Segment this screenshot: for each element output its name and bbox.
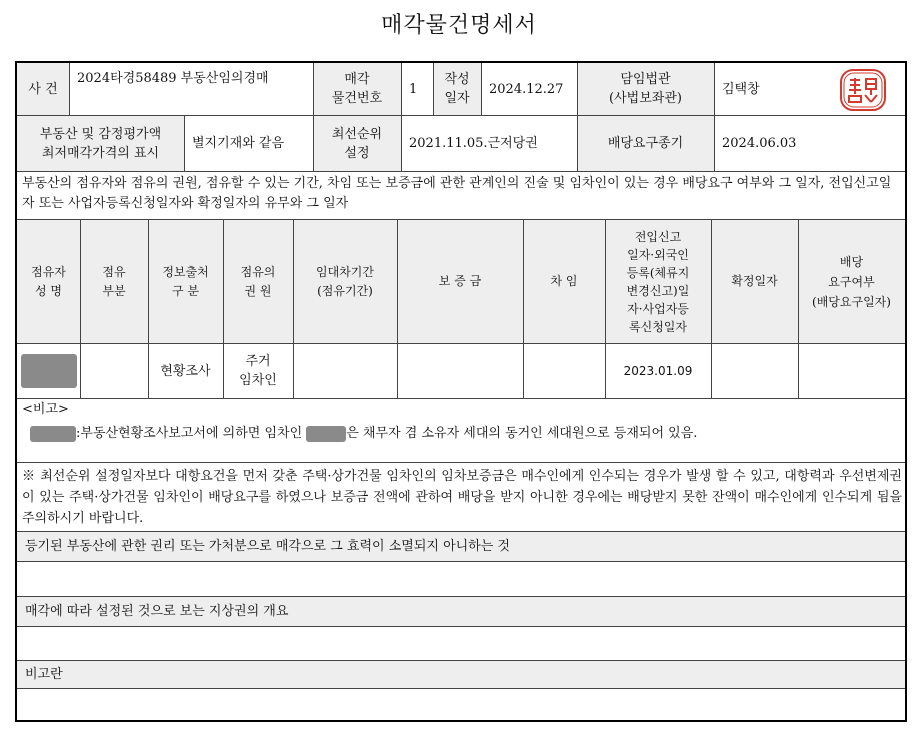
col-rent: 차 임	[523, 220, 605, 343]
table-row-source: 현황조사	[160, 363, 211, 379]
col-info-source: 정보출처 구 분	[148, 220, 223, 343]
table-row-dividend	[798, 344, 905, 398]
section-superficies-label: 매각에 따라 설정된 것으로 보는 지상권의 개요	[17, 597, 905, 626]
section-remarks-label: 비고란	[17, 661, 905, 688]
first-priority-label: 최선순위 설정	[313, 116, 401, 171]
col-occupant-name: 점유자 성 명	[17, 220, 80, 343]
item-no-label: 매각 물건번호	[313, 63, 401, 115]
table-row-rent	[523, 344, 605, 398]
item-no-value: 1	[409, 81, 418, 97]
judge-label: 담임법관 (사법보좌관)	[577, 63, 714, 115]
section-surviving-rights-value	[17, 562, 905, 596]
property-value: 별지기재와 같음	[192, 136, 285, 151]
table-row-deposit	[397, 344, 523, 398]
redacted-name	[30, 426, 76, 442]
written-date-value: 2024.12.27	[489, 81, 564, 97]
redacted-name	[306, 426, 346, 442]
warning-note: ※ 최선순위 설정일자보다 대항요건을 먼저 갖춘 주택·상가건물 임차인의 임차보증금은 매수인에게 인수되는 경우가 발생 할 수 있고, 대항력과 우선변제권이 있는 주택·상가건물 임차인이 배당요구를 하였으나 보증금 전액에 관하여 배당을 받지 아니한 경우에는 배당받지 못한 잔액이 매수인에게 인수되게 됨을 주의하시기 바랍니다.	[22, 469, 902, 526]
case-label: 사 건	[17, 63, 69, 115]
col-fixed-date: 확정일자	[711, 220, 798, 343]
official-seal-icon	[838, 68, 888, 112]
redacted-name	[21, 354, 77, 388]
section-remarks-value	[17, 689, 905, 720]
col-move-in-date: 전입신고 일자·외국인 등록(체류지 변경신고)일 자·사업자등 록신청일자	[605, 220, 711, 343]
table-row-period	[293, 344, 397, 398]
judge-value: 김택창	[722, 81, 760, 97]
col-dividend-request: 배당 요구여부 (배당요구일자)	[798, 220, 905, 343]
section-superficies-value	[17, 627, 905, 660]
col-occupancy-right: 점유의 권 원	[223, 220, 293, 343]
written-date-label: 작성 일자	[433, 63, 481, 115]
first-priority-value: 2021.11.05.근저당권	[409, 136, 538, 151]
col-deposit: 보 증 금	[397, 220, 523, 343]
case-value: 2024타경58489 부동산임의경매	[77, 71, 269, 86]
table-row-occupant	[17, 344, 80, 398]
table-row-move-in: 2023.01.09	[623, 363, 693, 378]
table-row-right: 주거 임차인	[239, 354, 277, 388]
occupancy-note: 부동산의 점유자와 점유의 권원, 점유할 수 있는 기간, 차임 또는 보증금에 관한 관계인의 진술 및 임차인이 있는 경우 배당요구 여부와 그 일자, 전입신고일자 또는 사업자등록신청일자와 확정일자의 유무와 그 일자	[22, 176, 892, 211]
property-label: 부동산 및 감정평가액 최저매각가격의 표시	[17, 116, 184, 171]
table-row-fixed-date	[711, 344, 798, 398]
remarks-label: <비고>	[22, 402, 69, 417]
table-row-part	[80, 344, 148, 398]
col-occupied-part: 점유 부분	[80, 220, 148, 343]
col-lease-period: 임대차기간 (점유기간)	[293, 220, 397, 343]
document-title: 매각물건명세서	[381, 13, 537, 38]
section-surviving-rights-label: 등기된 부동산에 관한 권리 또는 가처분으로 매각으로 그 효력이 소멸되지 아니하는 것	[17, 532, 905, 561]
remarks-text: :부동산현황조사보고서에 의하면 임차인 은 채무자 겸 소유자 세대의 동거인 세대원으로 등재되어 있음.	[30, 424, 900, 444]
dividend-deadline-value: 2024.06.03	[722, 136, 797, 151]
dividend-deadline-label: 배당요구종기	[577, 116, 714, 171]
